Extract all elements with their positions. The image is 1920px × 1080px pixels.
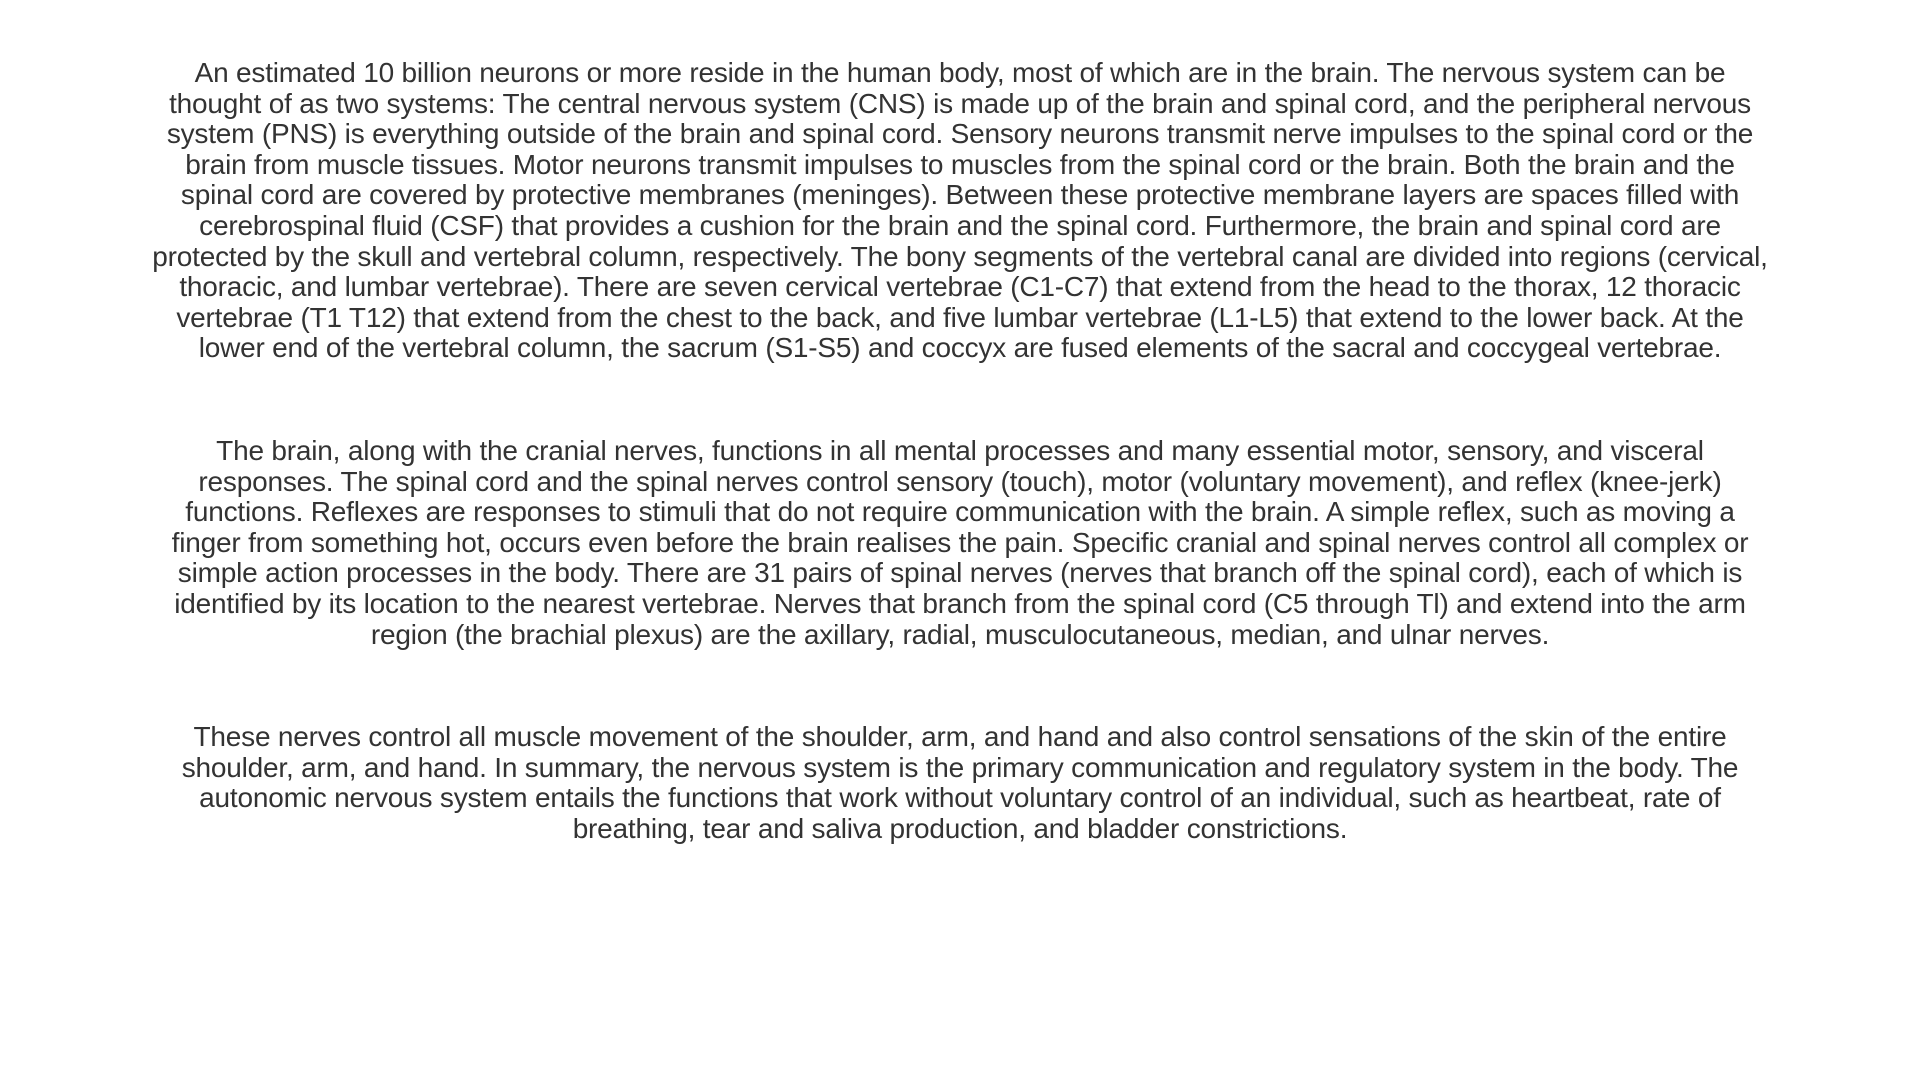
paragraph-brain-and-spinal-nerves: The brain, along with the cranial nerves, functions in all mental processes and many essential motor, sensory, and visceral responses. The spinal cord and the spinal nerves control sensory (touch), motor (voluntary movement), and reflex (knee-jerk) functions. Reflexes are responses to stimuli that do not require communication with the brain. A simple reflex, such as moving a finger from something hot, occurs even before the brain realises the pain. Specific cranial and spinal nerves control all complex or simple action processes in the body. There are 31 pairs of spinal nerves (nerves that branch off the spinal cord), each of which is identified by its location to the nearest vertebrae. Nerves that branch from the spinal cord (C5 through Tl) and extend into the arm region (the brachial plexus) are the axillary, radial, musculocutaneous, median, and ulnar nerves. bbox=[171, 434, 1749, 650]
paragraph-summary: These nerves control all muscle movement of the shoulder, arm, and hand and also control sensations of the skin of the entire shoulder, arm, and hand. In summary, the nervous system is the primary communication and regulatory system in the body. The autonomic nervous system entails the functions that work without voluntary control of an individual, such as heartbeat, rate of breathing, tear and saliva production, and bladder constrictions. bbox=[181, 721, 1739, 844]
paragraph-nervous-system-overview: An estimated 10 billion neurons or more reside in the human body, most of which are in the brain. The nervous system can be thought of as two systems: The central nervous system (CNS) is made up of the brain and spinal cord, and the peripheral nervous system (PNS) is everything outside of the brain and spinal cord. Sensory neurons transmit nerve impulses to the spinal cord or the brain from muscle tissues. Motor neurons transmit impulses to muscles from the spinal cord or the brain. Both the brain and the spinal cord are covered by protective membranes (meninges). Between these protective membrane layers are spaces filled with cerebrospinal fluid (CSF) that provides a cushion for the brain and the spinal cord. Furthermore, the brain and spinal cord are protected by the skull and vertebral column, respectively. The bony segments of the vertebral canal are divided into regions (cervical, thoracic, and lumbar vertebrae). There are seven cervical vertebrae (C1-C7) that extend from the head to the thorax, 12 thoracic vertebrae (T1 T12) that extend from the chest to the back, and five lumbar vertebrae (L1-L5) that extend to the lower back. At the lower end of the vertebral column, the sacrum (S1-S5) and coccyx are fused elements of the sacral and coccygeal vertebrae. bbox=[152, 57, 1768, 364]
document-page bbox=[150, 58, 1770, 844]
